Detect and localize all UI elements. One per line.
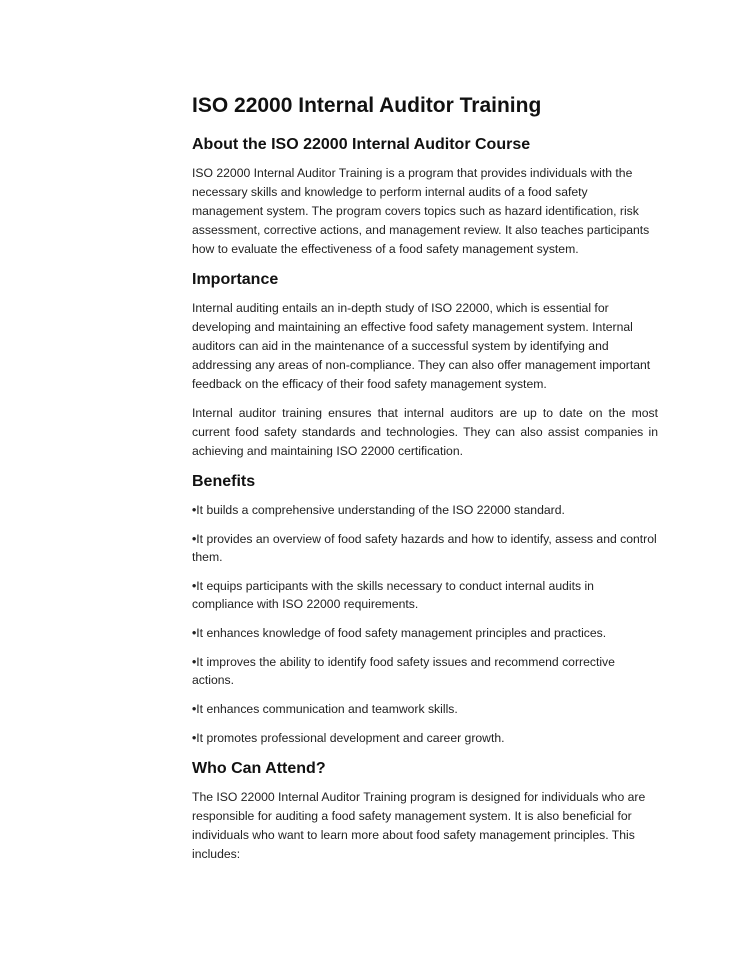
document-title: ISO 22000 Internal Auditor Training [192,94,542,117]
list-item-text: It equips participants with the skills necessary to conduct internal audits in compliance with ISO 22000 requirements. [192,579,594,611]
list-item [192,577,658,613]
importance-paragraph-1: Internal auditing entails an in-depth study of ISO 22000, which is essential for developing and maintaining an effective food safety management system. Internal auditors can aid in the maintenance of a successful system by identifying and addressing any areas of non-compliance. They can also offer management important feedback on the efficacy of their food safety management system. [192,301,651,391]
bullet-icon: • [192,731,197,745]
list-item [192,624,658,642]
list-item-text: It provides an overview of food safety hazards and how to identify, assess and control them. [192,532,657,564]
bullet-icon: • [192,579,197,593]
list-item [192,653,658,689]
list-item [192,501,658,519]
list-item [192,530,658,566]
bullet-icon: • [192,702,197,716]
bullet-icon: • [192,655,197,669]
list-item-text: It improves the ability to identify food safety issues and recommend corrective actions. [192,655,615,687]
about-heading: About the ISO 22000 Internal Auditor Course [192,136,531,153]
bullet-icon: • [192,532,197,546]
importance-heading: Importance [192,271,279,288]
who-heading: Who Can Attend? [192,760,326,777]
benefits-list [192,501,658,747]
list-item-text: It enhances communication and teamwork skills. [196,702,458,716]
benefits-heading: Benefits [192,473,256,490]
bullet-icon: • [192,503,197,517]
list-item-text: It builds a comprehensive understanding of the ISO 22000 standard. [196,503,565,517]
about-paragraph: ISO 22000 Internal Auditor Training is a program that provides individuals with the necessary skills and knowledge to perform internal audits of a food safety management system. The program covers topics such as hazard identification, risk assessment, corrective actions, and management review. It also teaches participants how to evaluate the effectiveness of a food safety management system. [192,166,650,256]
list-item-text: It promotes professional development and career growth. [196,731,505,745]
importance-paragraph-2: Internal auditor training ensures that internal auditors are up to date on the most current food safety standards and technologies. They can also assist companies in achieving and maintaining ISO 22000 certification. [192,406,658,458]
list-item-text: It enhances knowledge of food safety management principles and practices. [196,626,607,640]
document-page [192,92,658,874]
list-item [192,729,658,747]
bullet-icon: • [192,626,197,640]
who-paragraph: The ISO 22000 Internal Auditor Training program is designed for individuals who are responsible for auditing a food safety management system. It is also beneficial for individuals who want to learn more about food safety management principles. This includes: [192,790,646,861]
list-item [192,700,658,718]
